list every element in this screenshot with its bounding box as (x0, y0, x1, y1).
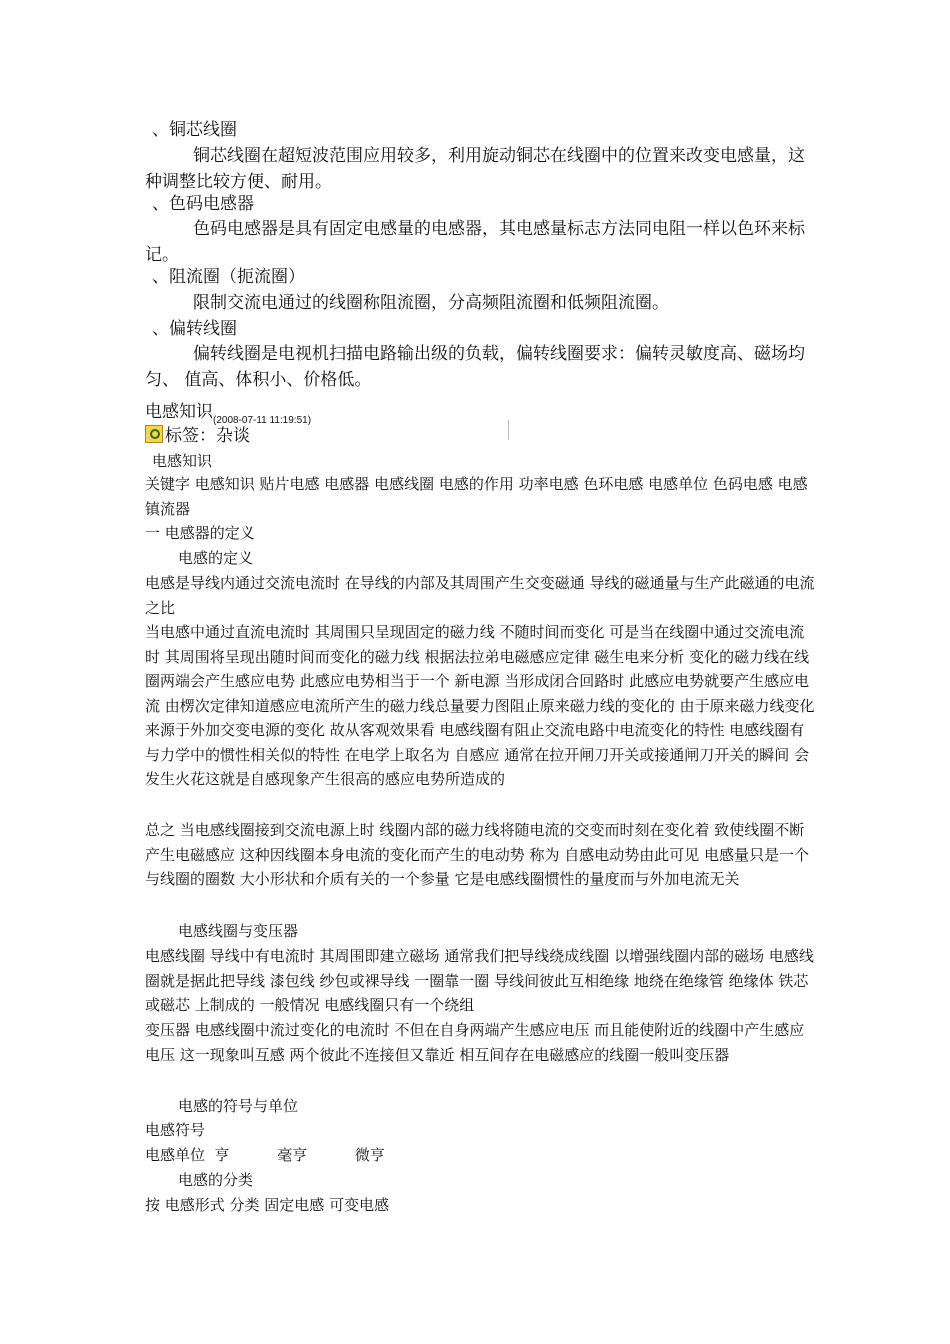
post-title-text: 电感知识 (145, 402, 213, 422)
post-title (145, 397, 312, 426)
post-timestamp: (2008-07-11 11:19:51) (213, 415, 312, 426)
keywords-line: 关键字 电感知识 贴片电感 电感器 电感线圈 电感的作用 功率电感 色环电感 电感单位 色码电感 电感镇流器 (145, 475, 808, 518)
divider (508, 420, 509, 440)
paragraph-self-induction: 当电感中通过直流电流时 其周围只呈现固定的磁力线 不随时间而变化 可是当在线圈中通过交流电流时 其周围将呈现出随时间而变化的磁力线 根据法拉弟电磁感应定律 磁生电来分析 变化的磁力线在线圈两端会产生感应电势 此感应电势相当于一个 新电源 当形成闭合回路时 此感应电势就要产生感应电流 由楞次定律知道感应电流所产生的磁力线总量要力图阻止原来磁力线的变化的 由于原来磁力线变化来源于外加交变电源的变化 故从客观效果看 电感线圈有阻止交流电路中电流变化的特性 电感线圈有与力学中的惯性相关似的特性 在电学上取名为 自感应 通常在拉开闸刀开关或接通闸刀开关的瞬间 会发生火花这就是自感现象产生很高的感应电势所造成的 (145, 623, 815, 788)
paragraph-copper-core-coil: 铜芯线圈在超短波范围应用较多，利用旋动铜芯在线圈中的位置来改变电感量，这种调整比较方便、耐用。 (145, 146, 805, 192)
heading-choke-coil: 、阻流圈（扼流圈） (152, 267, 305, 287)
tag-label[interactable]: 标签：杂谈 (165, 426, 250, 446)
paragraph-summary: 总之 当电感线圈接到交流电源上时 线圈内部的磁力线将随电流的交变而时刻在变化着 致使线圈不断产生电磁感应 这种因线圈本身电流的变化而产生的电动势 称为 自感电动势由此可见 电感量只是一个与线圈的圈数 大小形状和介质有关的一个参量 它是电感线圈惯性的量度而与外加电流无关 (145, 821, 810, 888)
tag-icon[interactable] (145, 425, 163, 443)
heading-copper-core-coil: 、铜芯线圈 (152, 120, 237, 140)
paragraph-transformer: 变压器 电感线圈中流过变化的电流时 不但在自身两端产生感应电压 而且能使附近的线圈中产生感应电压 这一现象叫互感 两个彼此不连接但又靠近 相互间存在电磁感应的线圈一般叫变压器 (145, 1021, 805, 1064)
paragraph-choke-coil: 限制交流电通过的线圈称阻流圈，分高频阻流圈和低频阻流圈。 (193, 293, 669, 313)
heading-deflection-coil: 、偏转线圈 (152, 319, 237, 339)
paragraph-inductor-coil: 电感线圈 导线中有电流时 其周围即建立磁场 通常我们把导线绕成线圈 以增强线圈内部的磁场 电感线圈就是据此把导线 漆包线 纱包或裸导线 一圈靠一圈 导线间彼此互相绝缘 地绕在绝缘管 绝缘体 铁芯或磁芯 上制成的 一般情况 电感线圈只有一个绕组 (145, 947, 814, 1014)
symbol-line: 电感符号 (145, 1121, 206, 1139)
section-1-heading: 一 电感器的定义 (145, 524, 255, 542)
section-2-subheading: 电感线圈与变压器 (178, 922, 299, 940)
paragraph-deflection-coil: 偏转线圈是电视机扫描电路输出级的负载，偏转线圈要求：偏转灵敏度高、磁场均匀、 值高、体积小、价格低。 (145, 344, 805, 390)
section-1-subheading: 电感的定义 (178, 549, 254, 567)
tag-line (145, 421, 250, 446)
paragraph-color-code-inductor: 色码电感器是具有固定电感量的电感器，其电感量标志方法同电阻一样以色环来标记。 (145, 219, 805, 265)
heading-color-code-inductor: 、色码电感器 (152, 194, 254, 214)
classification-line: 按 电感形式 分类 固定电感 可变电感 (145, 1196, 390, 1214)
section-3-subheading: 电感的符号与单位 (178, 1097, 299, 1115)
section-4-subheading: 电感的分类 (178, 1171, 254, 1189)
paragraph-definition: 电感是导线内通过交流电流时 在导线的内部及其周围产生交变磁通 导线的磁通量与生产此磁通的电流之比 (145, 574, 815, 617)
post-subtitle: 电感知识 (152, 452, 213, 470)
unit-line: 电感单位 亨 毫亨 微亨 (145, 1146, 385, 1164)
